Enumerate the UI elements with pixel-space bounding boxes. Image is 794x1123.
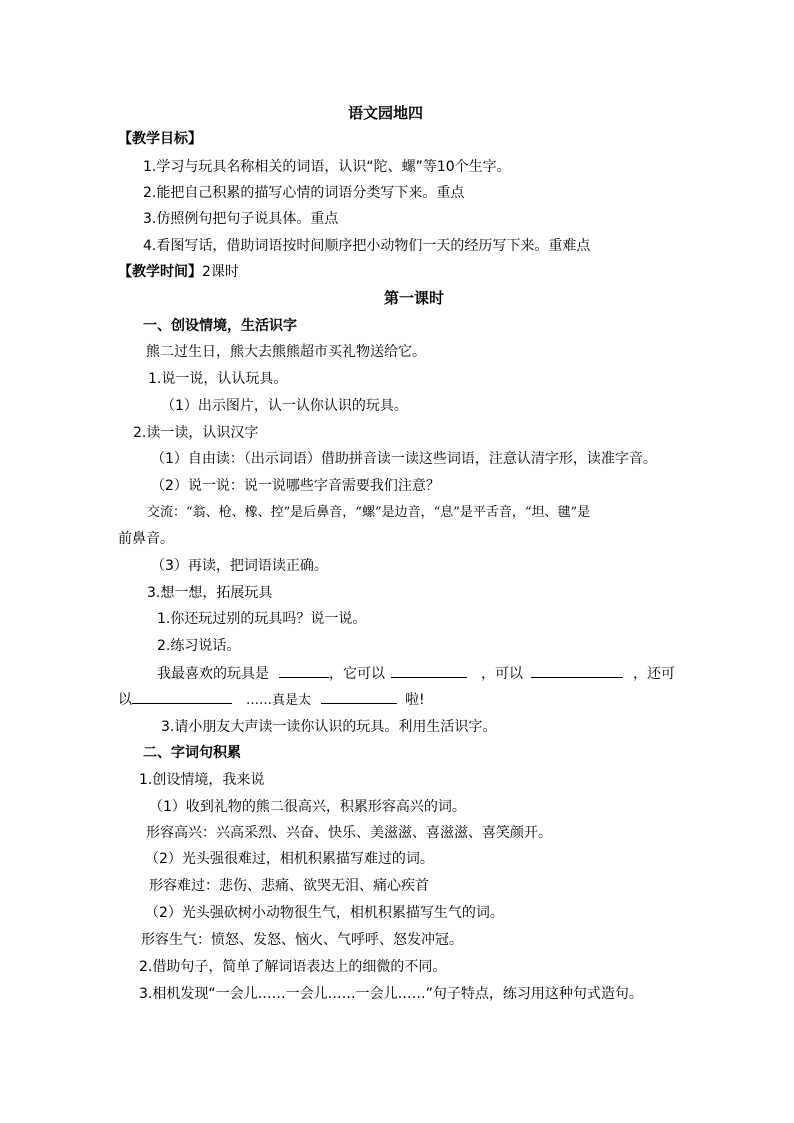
blank-favorite-toy[interactable] <box>279 663 329 678</box>
fill-sentence-line-1 <box>157 663 675 683</box>
sad-words: 形容难过：悲伤、悲痛、欲哭无泪、痛心疾首 <box>149 878 429 894</box>
sentence-part-b: ，它可以 <box>329 666 385 682</box>
part1-step3-sub1: 1.你还玩过别的玩具吗？说一说。 <box>157 611 367 627</box>
blank-can-do-2[interactable] <box>531 663 623 678</box>
part2-sub3: （2）光头强砍树小动物很生气，相机积累描写生气的词。 <box>145 905 504 921</box>
objective-item-1: 1.学习与玩具名称相关的词语，认识“陀、螺”等10个生字。 <box>143 159 511 175</box>
teaching-time <box>118 262 239 282</box>
objective-item-2: 2.能把自己积累的描写心情的词语分类写下来。重点 <box>143 185 465 201</box>
document-title: 语文园地四 <box>348 104 424 122</box>
blank-feeling[interactable] <box>321 689 397 704</box>
sentence-part-f: ……真是太 <box>246 693 312 708</box>
lesson-title: 第一课时 <box>384 289 445 307</box>
teaching-time-heading: 【教学时间】 <box>118 264 202 280</box>
part1-step2: 2.读一读，认识汉字 <box>133 425 259 441</box>
part1-step2-sub3: （3）再读，把词语读正确。 <box>151 558 328 574</box>
exchange-line-1: 交流：“翁、枪、橡、控”是后鼻音，“螺”是边音，“息”是平舌音，“坦、毽”是 <box>147 505 591 520</box>
part1-step3: 3.想一想，拓展玩具 <box>147 585 273 601</box>
blank-can-do-1[interactable] <box>391 663 467 678</box>
exchange-line-2: 前鼻音。 <box>118 531 174 547</box>
fill-sentence-line-2 <box>118 689 425 709</box>
teaching-time-value: 2课时 <box>202 264 239 280</box>
part1-step2-sub1: （1）自由读：（出示词语）借助拼音读一读这些词语，注意认清字形，读准字音。 <box>151 451 657 467</box>
sentence-part-d: ，还可 <box>633 666 675 682</box>
objective-item-4: 4.看图写话，借助词语按时间顺序把小动物们一天的经历写下来。重难点 <box>143 238 591 254</box>
part1-step1-sub: （1）出示图片，认一认你认识的玩具。 <box>161 398 408 414</box>
part1-step3-sub3: 3.请小朋友大声读一读你认识的玩具。利用生活识字。 <box>161 719 497 735</box>
part2-step2: 2.借助句子，简单了解词语表达上的细微的不同。 <box>139 959 447 975</box>
part2-step1: 1.创设情境，我来说 <box>139 772 265 788</box>
part2-step3: 3.相机发现“一会儿……一会儿……一会儿……”句子特点，练习用这种句式造句。 <box>139 986 643 1002</box>
blank-can-do-3[interactable] <box>132 689 232 704</box>
part1-step2-sub2: （2）说一说：说一说哪些字音需要我们注意？ <box>151 478 440 494</box>
sentence-part-a: 我最喜欢的玩具是 <box>157 666 269 682</box>
sentence-part-e: 以 <box>118 692 132 708</box>
part1-intro: 熊二过生日，熊大去熊熊超市买礼物送给它。 <box>146 344 426 360</box>
objectives-heading: 【教学目标】 <box>118 131 202 147</box>
part2-sub1: （1）收到礼物的熊二很高兴，积累形容高兴的词。 <box>149 799 466 815</box>
happy-words: 形容高兴：兴高采烈、兴奋、快乐、美滋滋、喜滋滋、喜笑颜开。 <box>146 825 552 841</box>
sentence-part-g: 啦! <box>405 692 425 708</box>
sentence-part-c: ，可以 <box>481 666 523 682</box>
objective-item-3: 3.仿照例句把句子说具体。重点 <box>143 211 339 227</box>
part1-step1: 1.说一说，认认玩具。 <box>148 371 288 387</box>
part1-heading: 一、创设情境，生活识字 <box>143 318 297 334</box>
part2-heading: 二、字词句积累 <box>143 745 241 761</box>
angry-words: 形容生气：愤怒、发怒、恼火、气呼呼、怒发冲冠。 <box>141 932 463 948</box>
part2-sub2: （2）光头强很难过，相机积累描写难过的词。 <box>145 851 434 867</box>
part1-step3-sub2: 2.练习说话。 <box>157 638 241 654</box>
